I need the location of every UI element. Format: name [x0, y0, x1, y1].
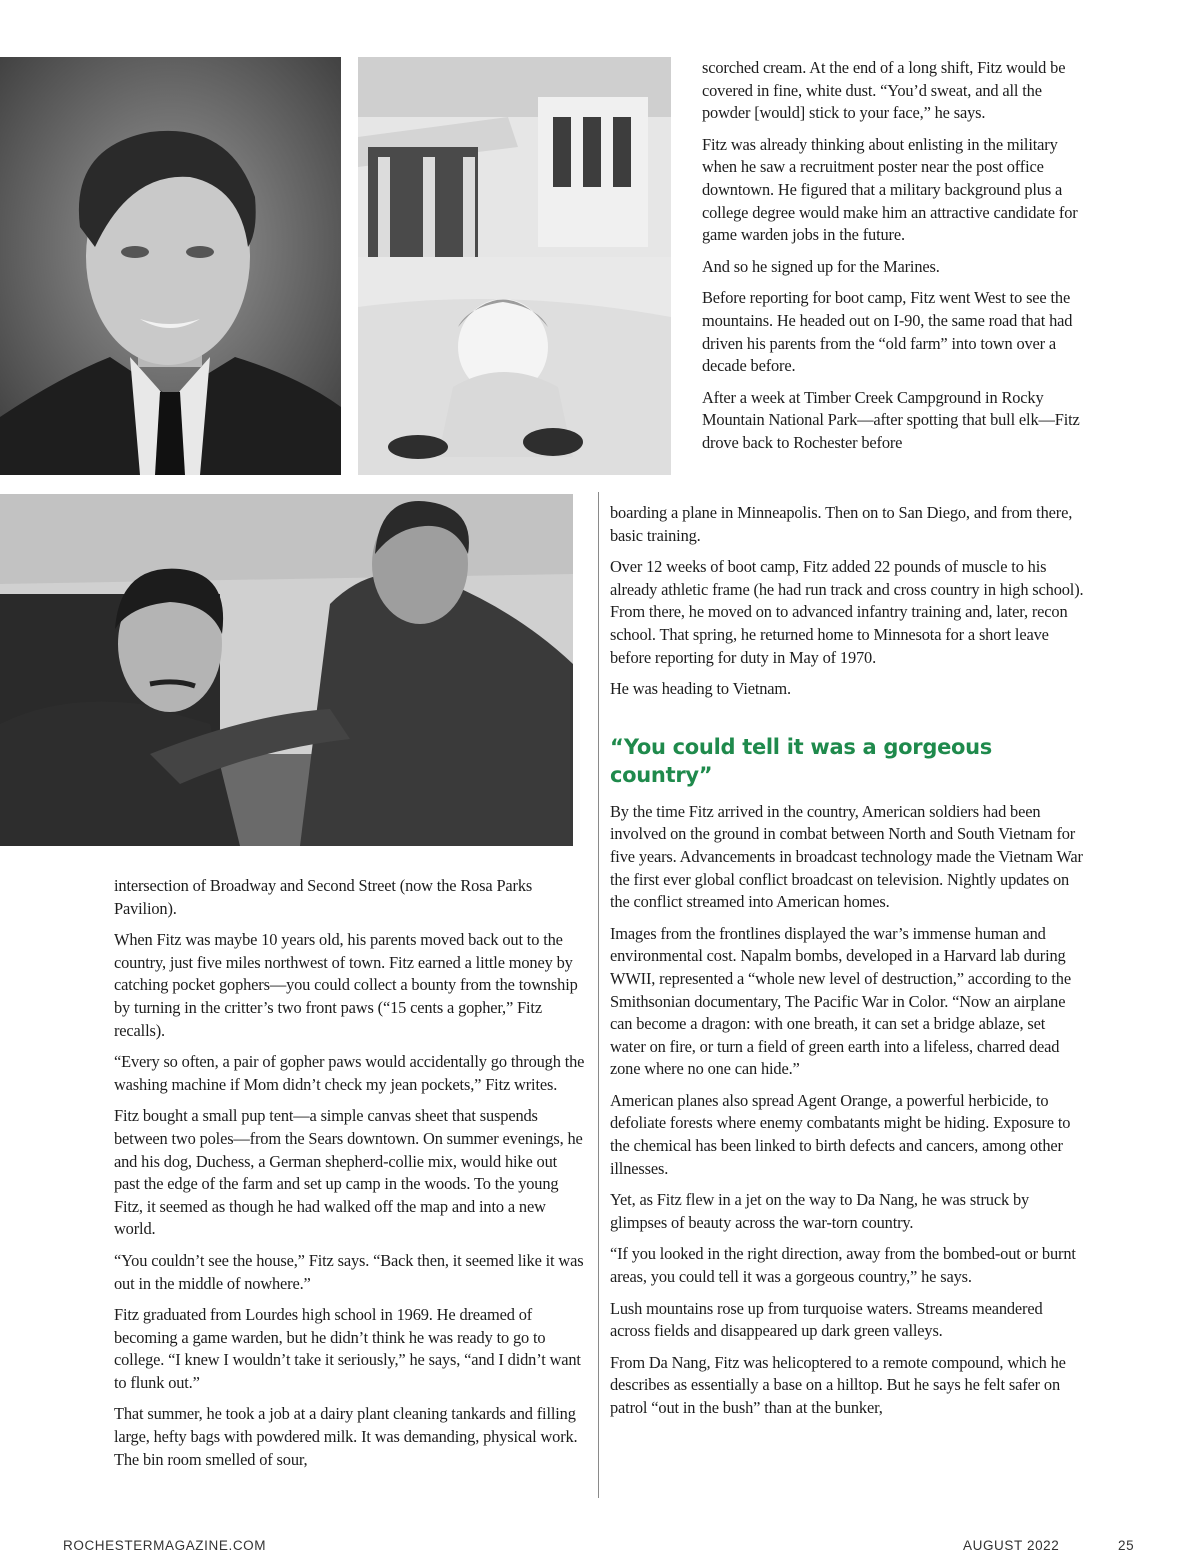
right-top-column — [702, 57, 1080, 455]
paragraph: “You couldn’t see the house,” Fitz says. “Back then, it seemed like it was out in the middle of nowhere.” — [114, 1250, 584, 1293]
child-in-snow-photo — [358, 57, 671, 475]
paragraph: American planes also spread Agent Orange, a powerful herbicide, to defoliate forests where enemy combatants might be hiding. Exposure to the chemical has been linked to birth defects and cancers, among other illnesses. — [610, 1090, 1071, 1178]
left-column — [114, 875, 586, 1471]
paragraph: Fitz graduated from Lourdes high school in 1969. He dreamed of becoming a game warden, but he didn’t think he was ready to go to college. “I knew I wouldn’t take it seriously,” he says, “and I didn’t want to flunk out.” — [114, 1305, 581, 1392]
paragraph: boarding a plane in Minneapolis. Then on to San Diego, and from there, basic training. — [610, 503, 1073, 545]
paragraph: Yet, as Fitz flew in a jet on the way to Da Nang, he was struck by glimpses of beauty across the war-torn country. — [610, 1190, 1030, 1232]
paragraph: After a week at Timber Creek Campground in Rocky Mountain National Park—after spotting that bull elk—Fitz drove back to Rochester before — [702, 387, 1080, 452]
paragraph: Images from the frontlines displayed the war’s immense human and environmental cost. Napalm bombs, developed in a Harvard lab during WWII, represented a “whole new level of destruction,” according to the Smithsonian documentary, The Pacific War in Color. “Now an airplane can become a dragon: with one breath, it can set a bridge ablaze, set water on fire, or turn a field of green earth into a lifeless, charred dead zone where no one can hide.” — [610, 923, 1071, 1079]
paragraph: scorched cream. At the end of a long shift, Fitz would be covered in fine, white dust. “You’d sweat, and all the powder [would] stick to your face,” he says. — [702, 58, 1066, 123]
right-main-column — [610, 502, 1084, 1420]
paragraph: That summer, he took a job at a dairy plant cleaning tankards and filling large, hefty bags with powdered milk. It was demanding, physical work. The bin room smelled of sour, — [114, 1404, 578, 1469]
portrait-photo-image — [0, 57, 341, 475]
paragraph: Fitz was already thinking about enlisting in the military when he saw a recruitment poster near the post office downtown. He figured that a military background plus a college degree would make him an attractive candidate for game warden jobs in the future. — [702, 134, 1078, 245]
footer-site: ROCHESTERMAGAZINE.COM — [63, 1538, 267, 1553]
paragraph: Before reporting for boot camp, Fitz went West to see the mountains. He headed out on I-90, the same road that had driven his parents from the “old farm” into town over a decade before. — [702, 288, 1073, 376]
paragraph: And so he signed up for the Marines. — [702, 256, 940, 276]
paragraph: When Fitz was maybe 10 years old, his parents moved back out to the country, just five miles northwest of town. Fitz earned a little money by catching pocket gophers—you could collect a bounty from the township by turning in the critter’s two front paws (“15 cents a gopher,” Fitz recalls). — [114, 930, 578, 1040]
paragraph: Over 12 weeks of boot camp, Fitz added 22 pounds of muscle to his already athletic frame (he had run track and cross country in high school). From there, he moved on to advanced infantry training and, later, recon school. That spring, he returned home to Minnesota for a short leave before reporting for duty in May of 1970. — [610, 557, 1084, 667]
column-divider — [598, 492, 599, 1498]
medal-ceremony-photo — [0, 494, 573, 846]
portrait-photo — [0, 57, 341, 475]
footer-issue: AUGUST 2022 — [963, 1538, 1060, 1553]
section-subhead: “You could tell it was a gorgeous country” — [610, 734, 992, 787]
paragraph: From Da Nang, Fitz was helicoptered to a remote compound, which he describes as essentially a base on a hilltop. But he says he felt safer on patrol “out in the bush” than at the bunker, — [610, 1352, 1066, 1417]
paragraph: intersection of Broadway and Second Street (now the Rosa Parks Pavilion). — [114, 876, 533, 918]
paragraph: Lush mountains rose up from turquoise waters. Streams meandered across fields and disappeared up dark green valleys. — [610, 1298, 1043, 1341]
footer-page-number: 25 — [1118, 1538, 1135, 1553]
paragraph: “If you looked in the right direction, away from the bombed-out or burnt areas, you could tell it was a gorgeous country,” he says. — [610, 1244, 1076, 1287]
medal-ceremony-photo-image — [0, 494, 573, 846]
paragraph: “Every so often, a pair of gopher paws would accidentally go through the washing machine if Mom didn’t check my jean pockets,” Fitz writes. — [114, 1052, 585, 1094]
child-in-snow-photo-image — [358, 57, 671, 475]
paragraph: By the time Fitz arrived in the country, American soldiers had been involved on the ground in combat between North and South Vietnam for five years. Advancements in broadcast technology made the Vietnam War the first ever global conflict broadcast on television. Nightly updates on the conflict streamed into American homes. — [610, 801, 1083, 912]
paragraph: He was heading to Vietnam. — [610, 679, 791, 699]
paragraph: Fitz bought a small pup tent—a simple canvas sheet that suspends between two poles—from the Sears downtown. On summer evenings, he and his dog, Duchess, a German shepherd-collie mix, would hike out past the edge of the farm and set up camp in the woods. To the young Fitz, it seemed as though he had walked off the map and into a new world. — [114, 1106, 583, 1239]
